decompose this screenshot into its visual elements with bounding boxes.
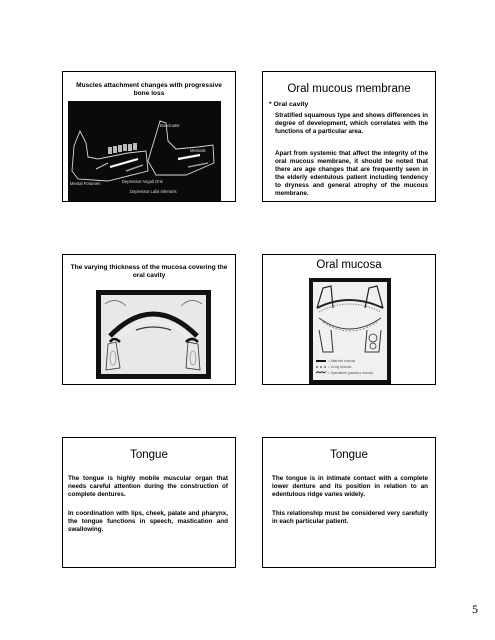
paragraph-1: Stratified squamous type and shows differences in degree of development, which correlates with the functions of a particular area. xyxy=(275,112,428,136)
label-depressor-labii-inferioris: Depressor Labii Inferioris xyxy=(130,189,177,194)
slide-title: Tongue xyxy=(130,449,168,461)
paragraph-2: This relationship must be considered very carefully in each particular patient. xyxy=(272,510,428,526)
paragraph-1: The tongue is in intimate contact with a complete lower denture and its position in relation to an edentulous ridge varies widely. xyxy=(272,475,428,499)
slide-oral-mucosa xyxy=(262,254,436,385)
slide-tongue-1 xyxy=(62,437,236,568)
slide-tongue-2 xyxy=(262,437,436,568)
mucosa-thickness-photo xyxy=(96,290,211,379)
paragraph-2: In coordination with lips, cheek, palate and pharynx, the tongue functions in speech, mastication and swallowing. xyxy=(68,510,228,534)
paragraph-2: Apart from systemic that affect the integrity of the oral mucous membrane, it should be noted that there are age changes that are frequently seen in the elderly edentulous patient including tendency to dryness and general atrophy of the mucous membrane. xyxy=(275,150,428,198)
slide-title: The varying thickness of the mucosa covering the oral cavity xyxy=(70,264,228,279)
oral-mucosa-diagram xyxy=(309,278,391,384)
label-mentalis: Mentalis xyxy=(190,148,206,153)
legend-attached-mucosa: = Attached mucosa xyxy=(328,359,356,363)
label-depressor-anguli-oris: Depressor Anguli Oris xyxy=(122,179,163,184)
slide-title: Oral mucous membrane xyxy=(287,83,411,95)
muscle-attachment-photo xyxy=(68,101,221,201)
slide-title: Tongue xyxy=(330,449,368,461)
page-number: 5 xyxy=(472,602,478,616)
legend-gustatory-mucosa: = Specialized gustatory mucosa xyxy=(328,371,374,375)
label-mental-foramen: Mental Foramen xyxy=(70,181,101,186)
bullet-oral-cavity: * Oral cavity xyxy=(269,101,309,108)
slide-title: Muscles attachment changes with progressive bone loss xyxy=(76,82,222,97)
label-buccinator: Buccinator xyxy=(160,123,180,128)
legend-lining-mucosa: = Lining Mucosa xyxy=(328,365,352,369)
paragraph-1: The tongue is highly mobile muscular organ that needs careful attention during the construction of complete dentures. xyxy=(68,475,228,499)
slide-oral-mucous-membrane xyxy=(262,71,436,202)
slide-mucosa-thickness xyxy=(62,254,236,385)
slide-title: Oral mucosa xyxy=(316,259,382,271)
slide-muscle-attachment xyxy=(62,71,236,202)
